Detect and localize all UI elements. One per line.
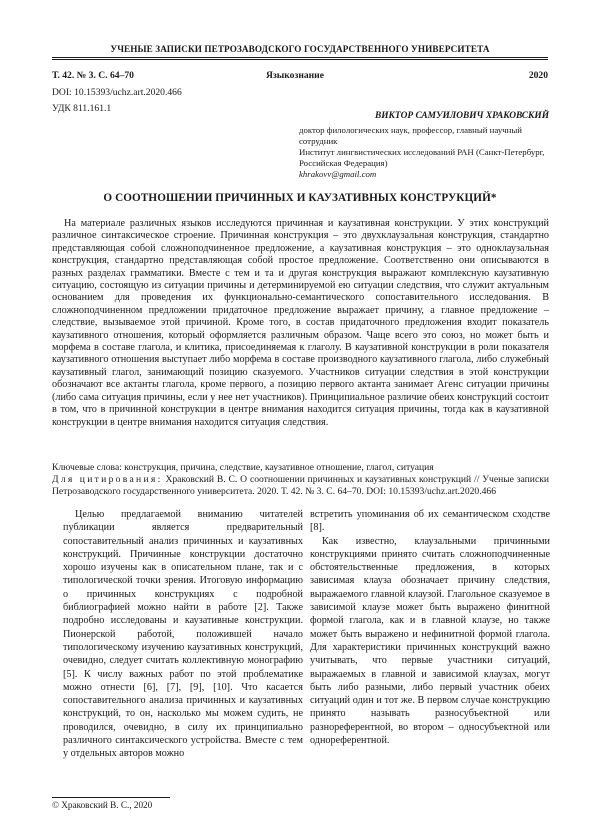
body-column-right <box>310 508 550 747</box>
body-paragraph-continued: встретить упоминания об их семантическом сходстве [8]. <box>310 509 550 534</box>
footnote-rule <box>52 797 170 798</box>
abstract-text: На материале различных языков исследуются причинная и каузативная конструкции. У этих конструкций различное синтаксическое строение. Причинная конструкция – это двухклаузальная конструкция, стандартно представляющая собой сложноподчиненное предложение, а каузативная конструкция – это одноклаузальная конструкция, стандартно представляющая собой простое предложение. Соответственно они описываются в разных разделах грамматики. Вместе с тем и та и другая конструкция выражают комплексную каузативную ситуацию, состоящую из ситуации причины и детерминируемой ею ситуации следствия, что служит актуальным основанием для проведения их функционально-семантического сопоставительного исследования. В сложноподчиненном предложении придаточное предложение выражает причину, а главное предложение – следствие, вызываемое этой причиной. Кроме того, в состав придаточного предложения входит показатель каузативного отношения, который оформляется различным образом. Чаще всего это союз, но может быть и морфема в составе глагола, и клитика, присоединяемая к глаголу. В каузативной конструкции в роли показателя каузативного отношения выступает либо морфема в составе производного каузативного глагола, либо служебный каузативный глагол, занимающий позицию сказуемого. Участников ситуации следствия в этой конструкции обозначают все актанты глагола, кроме первого, а позицию первого актанта занимает Агенс ситуации причины (либо сама ситуация причины, если у нее нет участников). Принципиальное различие обеих конструкций состоит в том, что в причинной конструкции в центре внимания находится ситуация причины, тогда как в каузативной конструкции в центре внимания находится ситуация следствия. <box>52 218 549 428</box>
volume-info: Т. 42. № 3. С. 64–70 <box>52 70 134 81</box>
citation-label: Для цитирования: <box>52 474 163 485</box>
body-column-left <box>63 508 303 761</box>
body-paragraph: Как известно, клаузальными причинными конструкциями принято считать сложноподчиненные обстоятельственные предложения, в которых зависимая клауза обозначает причину следствия, выражаемого главной клаузой. Глагольное сказуемое в зависимой клаузе может быть выражено финитной формой глагола, как и в главной клаузе, но также может быть выражено и нефинитной формой глагола. Для характеристики причинных конструкций важно учитывать, что первые участники ситуаций, выражаемых в главной и зависимой клаузах, могут быть либо разными, либо первый участник обеих ситуаций один и тот же. В первом случае конструкцию принято называть разносубъектной или разнореферентной, во втором – односубъектной или однореферентной. <box>310 535 550 747</box>
author-email[interactable]: khrakovv@gmail.com <box>299 168 377 179</box>
citation <box>52 474 549 498</box>
journal-header: УЧЕНЫЕ ЗАПИСКИ ПЕТРОЗАВОДСКОГО ГОСУДАРСТВЕННОГО УНИВЕРСИТЕТА <box>110 44 490 54</box>
author-name: ВИКТОР САМУИЛОВИЧ ХРАКОВСКИЙ <box>375 111 549 121</box>
issue-year: 2020 <box>528 70 548 81</box>
udk-code: УДК 811.161.1 <box>52 103 112 114</box>
body-paragraph: Целью предлагаемой вниманию читателей публикации является предварительный сопоставительный анализ причинных и каузативных конструкций. Причинные конструкции достаточно хорошо изучены как в описательном плане, так и с типологической точки зрения. Итоговую информацию о причинных конструкциях с подробной библиографией можно найти в работе [2]. Также подробно исследованы и каузативные конструкции. Пионерской работой, положившей начало типологическому изучению каузативных конструкций, очевидно, следует считать коллективную монографию [5]. К числу важных работ по этой проблематике можно отнести [6], [7], [9], [10]. Что касается сопоставительного анализа причинных и каузативных конструкций, то он, насколько мы можем судить, не проводился, очевидно, в силу их принципиально различного синтаксического устройства. Вместе с тем у отдельных авторов можно <box>63 509 303 760</box>
citation-text: Храковский В. С. О соотношении причинных и каузативных конструкций // Ученые записки Петрозаводского государственного университета. 2020. Т. 42. № 3. С. 64–70. DOI: 10.15393/uchz.art.2020.466 <box>52 474 549 498</box>
section-name: Языкознание <box>266 70 324 81</box>
header-rule-bottom <box>52 59 548 60</box>
abstract <box>52 218 549 429</box>
keywords: Ключевые слова: конструкция, причина, следствие, каузативное отношение, глагол, ситуация <box>52 462 434 473</box>
header-rule-top <box>52 57 548 58</box>
author-affiliation: Институт лингвистических исследований РАН (Санкт-Петербург, Российская Федерация) <box>299 146 545 168</box>
article-title: О СООТНОШЕНИИ ПРИЧИННЫХ И КАУЗАТИВНЫХ КОНСТРУКЦИЙ* <box>103 192 497 204</box>
doi: DOI: 10.15393/uchz.art.2020.466 <box>52 87 182 98</box>
author-block <box>299 111 549 179</box>
copyright: © Храковский В. С., 2020 <box>52 800 153 810</box>
author-degree: доктор филологических наук, профессор, главный научный сотрудник <box>299 124 522 146</box>
